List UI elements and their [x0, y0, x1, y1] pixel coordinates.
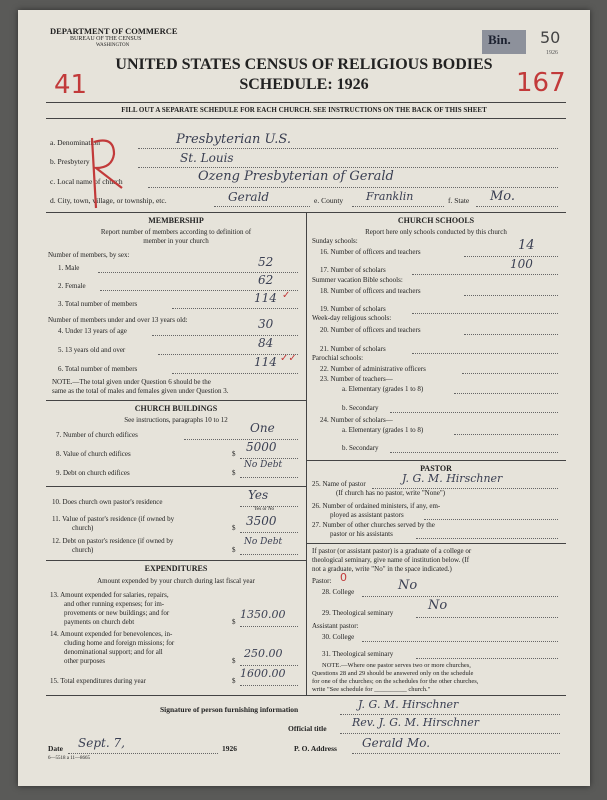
buildings-sub: See instructions, paragraphs 10 to 12	[124, 416, 228, 424]
q26-rule	[424, 519, 558, 520]
city-town-rule	[214, 206, 310, 207]
q5-rule	[158, 354, 298, 355]
q7-edifices-label: 7. Number of church edifices	[56, 431, 138, 439]
q10-owns-residence-label: 10. Does church own pastor's residence	[52, 498, 163, 506]
q12-residence-debt-label-2: church)	[72, 546, 94, 554]
q13-dollar: $	[232, 618, 236, 626]
q28-value: No	[398, 578, 418, 593]
parochial-schools-label: Parochial schools:	[312, 354, 364, 362]
q3-red-check-icon: ✓	[282, 290, 291, 301]
census-schedule-sheet	[18, 10, 590, 786]
denomination-value: Presbyterian U.S.	[176, 132, 292, 147]
q6-total-label: 6. Total number of members	[58, 365, 138, 373]
signature-value: J. G. M. Hirschner	[358, 698, 459, 711]
q12-dollar: $	[232, 546, 236, 554]
city-town-value: Gerald	[228, 190, 270, 204]
age-intro-label: Number of members under and over 13 years old:	[48, 316, 188, 324]
city-town-label: d. City, town, village, or township, etc.	[50, 196, 167, 205]
pastor-top-rule	[306, 460, 566, 461]
buildings-heading: CHURCH BUILDINGS	[134, 404, 218, 413]
stamp-year: 1926	[546, 50, 558, 56]
date-label: Date	[48, 744, 63, 753]
q14-value: 250.00	[244, 647, 283, 660]
q28-rule	[362, 596, 558, 597]
state-value: Mo.	[490, 189, 516, 204]
header-divider	[46, 102, 566, 103]
presbytery-rule	[138, 167, 558, 168]
buildings-top-rule	[46, 400, 306, 401]
q11-rule	[240, 532, 298, 533]
q9-debt-value: No Debt	[244, 460, 283, 470]
q23b-rule	[390, 412, 558, 413]
q24a-label: a. Elementary (grades 1 to 8)	[342, 426, 424, 434]
q5-over13-value: 84	[258, 336, 274, 350]
q28-label: 28. College	[322, 588, 355, 596]
po-address-rule	[352, 753, 560, 754]
department-label: DEPARTMENT OF COMMERCE	[50, 26, 178, 36]
denomination-rule	[138, 148, 558, 149]
q9-rule	[240, 477, 298, 478]
county-value: Franklin	[366, 190, 414, 203]
q24-label: 24. Number of scholars—	[320, 416, 393, 424]
q27-label-2: pastor or his assistants	[330, 530, 393, 538]
q8-value-value: 5000	[246, 440, 277, 454]
q15-rule	[240, 685, 298, 686]
red-number-right: 167	[516, 68, 566, 98]
q8-dollar: $	[232, 450, 236, 458]
q29-label: 29. Theological seminary	[322, 609, 394, 617]
po-address-label: P. O. Address	[294, 744, 337, 753]
q15-dollar: $	[232, 677, 236, 685]
official-title-label: Official title	[288, 724, 327, 733]
official-title-rule	[340, 733, 560, 734]
bureau-label: BUREAU OF THE CENSUS	[70, 36, 142, 42]
red-number-left: 41	[54, 70, 88, 100]
denomination-label: a. Denomination	[50, 138, 100, 147]
column-divider	[306, 212, 307, 695]
graduate-note-3: not a graduate, write "No" in the space indicated.)	[312, 565, 452, 573]
q31-rule	[416, 658, 558, 659]
official-title-value: Rev. J. G. M. Hirschner	[352, 716, 479, 729]
pastor-note-1: NOTE.—Where one pastor serves two or more churches,	[322, 662, 471, 669]
membership-note-1: NOTE.—The total given under Question 6 should be the	[52, 378, 211, 386]
q3-total-label: 3. Total number of members	[58, 300, 138, 308]
pastor-red-mark: 0	[340, 571, 347, 584]
q14-rule	[240, 665, 298, 666]
graduate-note-1: If pastor (or assistant pastor) is a graduate of a college or	[312, 547, 472, 555]
membership-heading: MEMBERSHIP	[148, 216, 204, 225]
q2-female-label: 2. Female	[58, 282, 86, 290]
city-label: WASHINGTON	[96, 43, 130, 48]
q18-label: 18. Number of officers and teachers	[320, 287, 421, 295]
q4-under13-value: 30	[258, 317, 274, 331]
q20-rule	[464, 334, 558, 335]
signature-rule	[340, 714, 560, 715]
membership-note-2: same as the total of males and females given under Question 3.	[52, 387, 229, 395]
q8-rule	[240, 458, 298, 459]
church-name-label: c. Local name of church	[50, 177, 123, 186]
q7-rule	[184, 439, 298, 440]
q1-male-label: 1. Male	[58, 264, 80, 272]
q13-label-1: 13. Amount expended for salaries, repairs,	[50, 591, 169, 599]
q3-total-value: 114	[254, 291, 277, 305]
q14-label-4: other purposes	[64, 657, 106, 665]
presbytery-value: St. Louis	[180, 151, 234, 165]
q25-label: 25. Name of pastor	[312, 480, 366, 488]
assistant-pastor-label: Assistant pastor:	[312, 622, 359, 630]
q19-label: 19. Number of scholars	[320, 305, 386, 313]
q9-debt-label: 9. Debt on church edifices	[56, 469, 130, 477]
graduate-note-2: theological seminary, give name of institution below. (If	[312, 556, 470, 564]
q16-label: 16. Number of officers and teachers	[320, 248, 421, 256]
q15-label: 15. Total expenditures during year	[50, 677, 146, 685]
q15-value: 1600.00	[240, 667, 286, 680]
q5-over13-label: 5. 13 years old and over	[58, 346, 126, 354]
q31-label: 31. Theological seminary	[322, 650, 394, 658]
q23a-rule	[454, 393, 558, 394]
q30-rule	[362, 641, 558, 642]
red-check-mark	[84, 134, 130, 212]
q11-dollar: $	[232, 524, 236, 532]
q27-label-1: 27. Number of other churches served by the	[312, 521, 435, 529]
date-rule	[68, 753, 218, 754]
q17-value: 100	[510, 257, 533, 271]
q24b-rule	[390, 452, 558, 453]
q13-rule	[240, 626, 298, 627]
q26-label-2: ployed as assistant pastors	[330, 511, 404, 519]
pastor-mid-rule	[306, 543, 566, 544]
q4-rule	[152, 335, 298, 336]
expenditures-sub: Amount expended by your church during last fiscal year	[97, 577, 255, 585]
q21-rule	[412, 353, 558, 354]
q18-rule	[464, 295, 558, 296]
q6-total-value: 114	[254, 355, 277, 369]
pastor-note-3: for one of the churches; on the schedules for the other churches,	[312, 678, 479, 685]
form-code: 6—5518 a 11—8665	[48, 756, 91, 761]
q20-label: 20. Number of officers and teachers	[320, 326, 421, 334]
vacation-schools-label: Summer vacation Bible schools:	[312, 276, 403, 284]
q12-rule	[240, 554, 298, 555]
county-rule	[352, 206, 444, 207]
schools-heading: CHURCH SCHOOLS	[397, 216, 475, 225]
state-rule	[476, 206, 558, 207]
q1-male-value: 52	[258, 255, 274, 269]
membership-intro-2: member in your church	[143, 237, 209, 245]
membership-intro-1: Report number of members according to definition of	[100, 228, 252, 236]
q19-rule	[412, 313, 558, 314]
stamp-number: 50	[540, 28, 561, 47]
buildings-mid-rule	[46, 486, 306, 487]
q4-under13-label: 4. Under 13 years of age	[58, 327, 127, 335]
q3-rule	[172, 308, 298, 309]
q13-value: 1350.00	[240, 608, 286, 621]
q24a-rule	[454, 434, 558, 435]
state-label: f. State	[448, 196, 470, 205]
q8-value-label: 8. Value of church edifices	[56, 450, 131, 458]
q9-dollar: $	[232, 469, 236, 477]
q22-rule	[462, 373, 558, 374]
pastor-note-2: Questions 28 and 29 should be answered only on the schedule	[312, 670, 474, 677]
stamp-code: Bin.	[488, 32, 511, 47]
members-by-sex-label: Number of members, by sex:	[48, 251, 130, 259]
q12-residence-debt-value: No Debt	[244, 537, 283, 547]
q14-dollar: $	[232, 657, 236, 665]
pastor-heading: PASTOR	[420, 464, 452, 473]
date-value: Sept. 7,	[78, 736, 125, 750]
q14-label-3: denominational support; and for all	[64, 648, 163, 656]
q23-label: 23. Number of teachers—	[320, 375, 393, 383]
q11-residence-value-label-2: church)	[72, 524, 94, 532]
q11-residence-value: 3500	[246, 514, 277, 528]
sunday-schools-label: Sunday schools:	[312, 237, 358, 245]
q17-label: 17. Number of scholars	[320, 266, 386, 274]
q25-value: J. G. M. Hirschner	[402, 472, 503, 485]
q13-label-2: and other running expenses; for im-	[64, 600, 165, 608]
q13-label-3: provements or new buildings; and for	[64, 609, 170, 617]
po-address-value: Gerald Mo.	[362, 736, 431, 750]
form-title: UNITED STATES CENSUS OF RELIGIOUS BODIES	[115, 56, 493, 73]
q2-female-value: 62	[258, 273, 274, 287]
expenditures-heading: EXPENDITURES	[144, 564, 208, 573]
q7-edifices-value: One	[250, 421, 275, 435]
q10-hint: Yes or No	[254, 507, 275, 512]
q10-owns-residence-value: Yes	[248, 488, 269, 502]
q14-label-2: cluding home and foreign missions; for	[64, 639, 175, 647]
schedule-title: SCHEDULE: 1926	[239, 76, 369, 93]
q26-label-1: 26. Number of ordained ministers, if any, em-	[312, 502, 441, 510]
q23b-label: b. Secondary	[342, 404, 379, 412]
presbytery-label: b. Presbytery	[50, 157, 90, 166]
county-label: e. County	[314, 196, 344, 205]
instruction-banner: FILL OUT A SEPARATE SCHEDULE FOR EACH CHURCH. SEE INSTRUCTIONS ON THE BACK OF THIS SHEET	[121, 106, 487, 114]
sections-bottom-rule	[46, 695, 566, 696]
q30-label: 30. College	[322, 633, 355, 641]
q12-residence-debt-label-1: 12. Debt on pastor's residence (if owned by	[52, 537, 174, 545]
q6-rule	[172, 373, 298, 374]
q17-rule	[412, 274, 558, 275]
q14-label-1: 14. Amount expended for benevolences, in-	[50, 630, 173, 638]
q29-value: No	[428, 598, 448, 613]
q13-label-4: payments on church debt	[64, 618, 135, 626]
expenditures-top-rule	[46, 560, 306, 561]
q21-label: 21. Number of scholars	[320, 345, 386, 353]
pastor-sub-label: Pastor:	[312, 577, 332, 585]
date-year: 1926	[222, 744, 237, 753]
q29-rule	[416, 617, 558, 618]
q11-residence-value-label-1: 11. Value of pastor's residence (if owned by	[52, 515, 175, 523]
weekday-schools-label: Week-day religious schools:	[312, 314, 392, 322]
q6-red-check-icon: ✓✓	[280, 353, 297, 364]
q16-value: 14	[518, 238, 535, 253]
church-name-rule	[148, 187, 558, 188]
schools-intro: Report here only schools conducted by this church	[365, 228, 507, 236]
q24b-label: b. Secondary	[342, 444, 379, 452]
pastor-note-4: write "See schedule for __________ church."	[312, 686, 431, 693]
q23a-label: a. Elementary (grades 1 to 8)	[342, 385, 424, 393]
q22-label: 22. Number of administrative officers	[320, 365, 426, 373]
q25-sub: (If church has no pastor, write "None")	[336, 489, 446, 497]
signature-label: Signature of person furnishing information	[160, 705, 299, 714]
instruction-divider	[46, 118, 566, 119]
q27-rule	[416, 538, 558, 539]
church-name-value: Ozeng Presbyterian of Gerald	[198, 169, 394, 184]
